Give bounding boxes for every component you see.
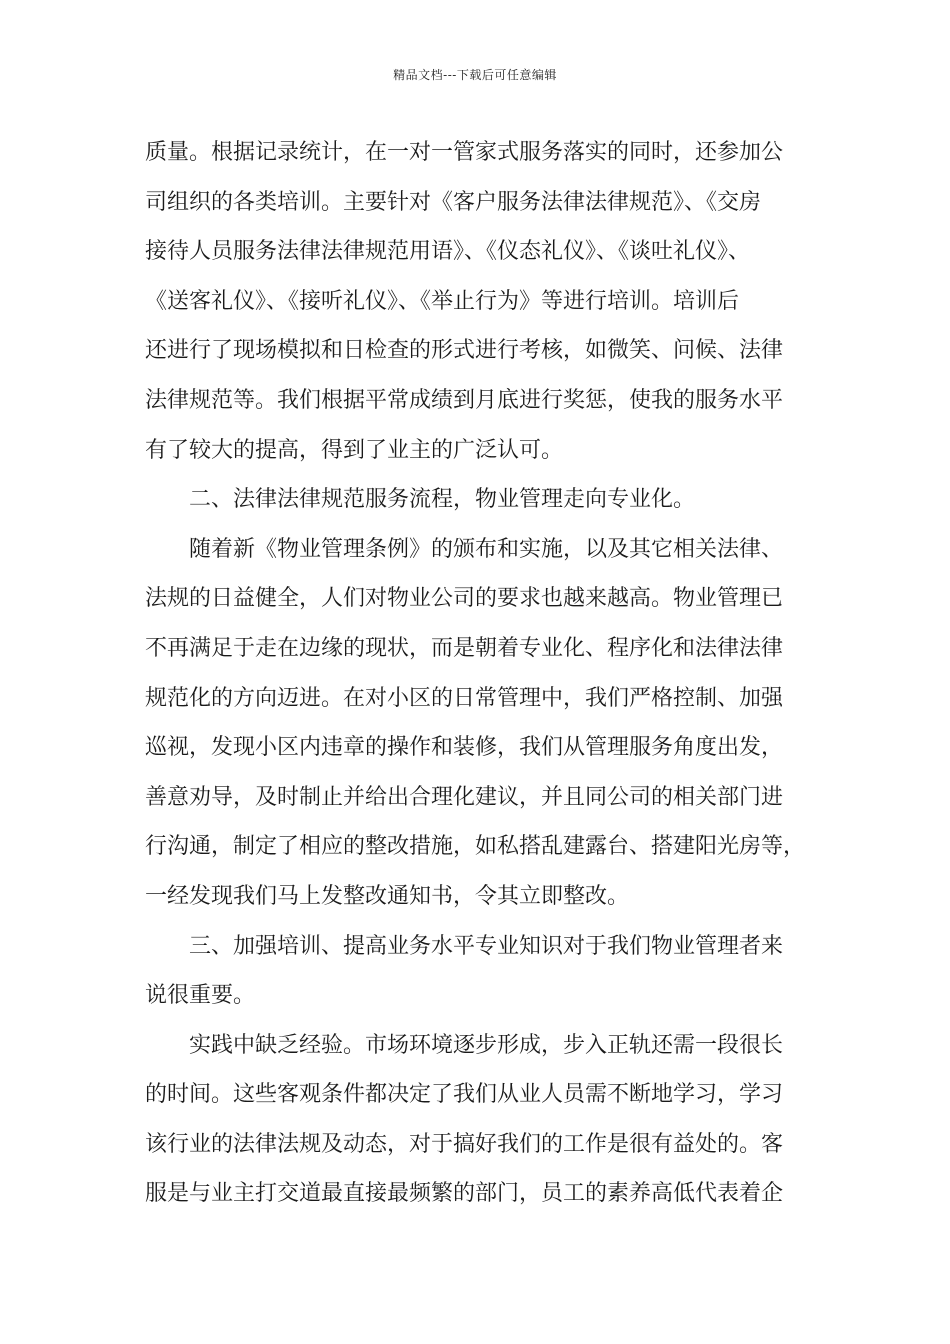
page-header: 精品文档---下载后可任意编辑 (393, 68, 557, 82)
body-line: 规范化的方向迈进。在对小区的日常管理中，我们严格控制、加强 (145, 685, 784, 711)
body-line: 还进行了现场模拟和日检查的形式进行考核，如微笑、问候、法律 (145, 338, 784, 364)
body-line: 行沟通，制定了相应的整改措施，如私搭乱建露台、搭建阳光房等， (145, 834, 806, 860)
section-heading: 二、法律法律规范服务流程，物业管理走向专业化。 (189, 487, 696, 513)
body-line: 法律规范等。我们根据平常成绩到月底进行奖惩，使我的服务水平 (145, 387, 784, 413)
body-line: 一经发现我们马上发整改通知书，令其立即整改。 (145, 883, 630, 909)
body-line: 巡视，发现小区内违章的操作和装修，我们从管理服务角度出发， (145, 735, 784, 761)
body-line: 该行业的法律法规及动态，对于搞好我们的工作是很有益处的。客 (145, 1131, 784, 1157)
body-line: 不再满足于走在边缘的现状，而是朝着专业化、程序化和法律法律 (145, 635, 784, 661)
body-line: 司组织的各类培训。主要针对《客户服务法律法律规范》、《交房 (145, 189, 762, 215)
body-line: 法规的日益健全，人们对物业公司的要求也越来越高。物业管理已 (145, 586, 784, 612)
body-line: 实践中缺乏经验。市场环境逐步形成，步入正轨还需一段很长 (189, 1032, 784, 1058)
body-line: 的时间。这些客观条件都决定了我们从业人员需不断地学习，学习 (145, 1082, 784, 1108)
body-line: 质量。根据记录统计，在一对一管家式服务落实的同时，还参加公 (145, 140, 784, 165)
section-heading: 三、加强培训、提高业务水平专业知识对于我们物业管理者来 (189, 933, 784, 959)
body-line: 随着新《物业管理条例》的颁布和实施，以及其它相关法律、 (189, 536, 784, 562)
body-line: 服是与业主打交道最直接最频繁的部门，员工的素养高低代表着企 (145, 1181, 784, 1207)
document-body (145, 128, 820, 1219)
body-line: 善意劝导，及时制止并给出合理化建议，并且同公司的相关部门进 (145, 784, 784, 810)
body-line: 有了较大的提高，得到了业主的广泛认可。 (145, 437, 564, 463)
body-line: 《送客礼仪》、《接听礼仪》、《举止行为》等进行培训。培训后 (145, 288, 740, 314)
body-line: 说很重要。 (145, 983, 256, 1009)
body-line: 接待人员服务法律法律规范用语》、《仪态礼仪》、《谈吐礼仪》、 (145, 239, 751, 265)
